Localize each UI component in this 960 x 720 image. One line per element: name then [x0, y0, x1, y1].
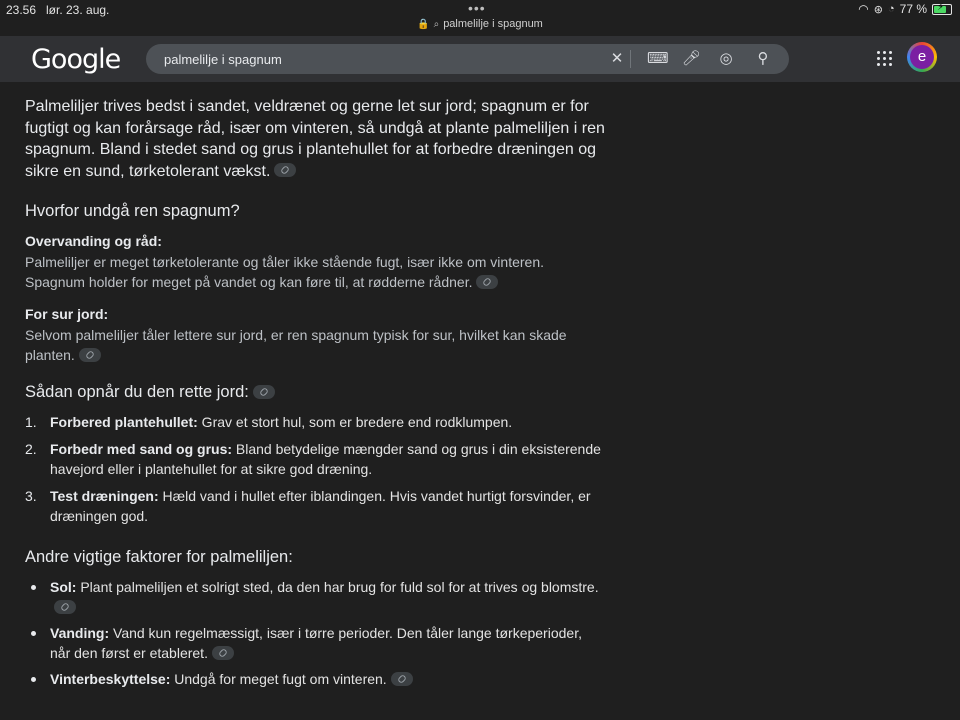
answer-lead [25, 96, 605, 182]
how-heading [25, 383, 605, 402]
battery-percent: 77 % [899, 2, 927, 16]
search-icon[interactable]: ⚲ [757, 50, 769, 67]
avatar-letter: e [910, 45, 934, 69]
mic-icon[interactable]: 🎤︎ [682, 50, 702, 67]
step-title: Forbedr med sand og grus: [50, 441, 233, 457]
wifi-icon: ◠ [858, 2, 869, 16]
address-text: palmelilje i spagnum [443, 18, 543, 30]
factor-title: Vanding: [50, 625, 110, 641]
sour-desc [25, 325, 605, 365]
search-small-icon: ⌕ [433, 19, 440, 30]
avatar[interactable] [907, 42, 937, 72]
overwater-desc [25, 252, 605, 292]
factor-text: Plant palmeliljen et solrigt sted, da den har brug for fuld sol for at trives og blomstre. [76, 579, 599, 595]
factor-title: Vinterbeskyttelse: [50, 671, 171, 687]
link-icon[interactable] [54, 600, 76, 614]
list-item [25, 669, 605, 689]
status-date: lør. 23. aug. [46, 3, 110, 17]
address-bar[interactable] [0, 18, 960, 30]
step-title: Forbered plantehullet: [50, 414, 198, 430]
step-number: 2. [25, 441, 37, 457]
overwater-text: Palmeliljer er meget tørketolerante og tåler ikke stående fugt, især ikke om vinteren. Spagnum holder for meget på vandet og kan føre til, at rødderne rådner. [25, 254, 545, 290]
link-icon[interactable] [391, 672, 413, 686]
alarm-icon: ◔ [887, 3, 895, 15]
step-title: Test dræningen: [50, 488, 159, 504]
status-time: 23.56 [6, 3, 37, 17]
lock-icon: 🔒 [417, 19, 430, 30]
answer-lead-text: Palmeliljer trives bedst i sandet, veldrænet og gerne let sur jord; spagnum er for fugtigt og kan forårsage råd, især om vinteren, så undgå at plante palmeliljen i ren spagnum. Bland i stedet sand og grus i plantehullet for at forbedre dræningen og sikre en sund, tørketolerant vækst. [25, 98, 605, 180]
google-logo[interactable]: Google [31, 44, 121, 75]
search-input[interactable] [164, 44, 594, 74]
list-item [25, 577, 605, 617]
status-bar [0, 0, 960, 36]
sour-title: For sur jord: [25, 306, 109, 322]
list-item [25, 412, 605, 432]
factor-text: Vand kun regelmæssigt, især i tørre perioder. Den tåler lange tørkeperioder, når den først er etableret. [50, 625, 582, 661]
more-dots-icon[interactable]: ••• [468, 0, 486, 16]
factor-text: Undgå for meget fugt om vinteren. [170, 671, 387, 687]
search-divider [630, 50, 631, 68]
link-icon[interactable] [212, 646, 234, 660]
search-header [0, 36, 960, 82]
step-text: Hæld vand i hullet efter iblandingen. Hvis vandet hurtigt forsvinder, er dræningen god. [50, 488, 591, 524]
list-item [25, 439, 605, 479]
steps-list [25, 412, 605, 526]
link-icon[interactable] [79, 348, 101, 362]
ai-answer [25, 96, 605, 689]
list-item [25, 623, 605, 663]
step-number: 3. [25, 488, 37, 504]
search-box[interactable] [146, 44, 789, 74]
sour-text: Selvom palmeliljer tåler lettere sur jord, er ren spagnum typisk for sur, hvilket kan skade planten. [25, 327, 567, 363]
factors-list [25, 577, 605, 689]
link-icon[interactable] [274, 163, 296, 177]
link-icon[interactable] [253, 385, 275, 399]
link-icon[interactable] [476, 275, 498, 289]
why-heading: Hvorfor undgå ren spagnum? [25, 202, 240, 220]
list-item [25, 486, 605, 526]
orientation-lock-icon: ⊛ [873, 3, 883, 16]
step-text: Grav et stort hul, som er bredere end rodklumpen. [197, 414, 513, 430]
battery-icon: ⚡ [932, 4, 952, 15]
bullet [31, 631, 36, 636]
camera-search-icon[interactable]: ◎ [719, 50, 733, 67]
other-heading: Andre vigtige faktorer for palmeliljen: [25, 548, 293, 566]
bullet [31, 677, 36, 682]
apps-grid-icon[interactable] [877, 51, 893, 67]
bullet [31, 585, 36, 590]
step-number: 1. [25, 414, 37, 430]
factor-title: Sol: [50, 579, 77, 595]
step-text: Bland betydelige mængder sand og grus i din eksisterende havejord eller i plantehullet for at sikre god dræning. [50, 441, 601, 477]
how-heading-text: Sådan opnår du den rette jord: [25, 383, 249, 401]
overwater-title: Overvanding og råd: [25, 233, 162, 249]
close-icon[interactable]: ✕ [610, 50, 624, 67]
keyboard-icon[interactable]: ⌨ [647, 50, 669, 67]
